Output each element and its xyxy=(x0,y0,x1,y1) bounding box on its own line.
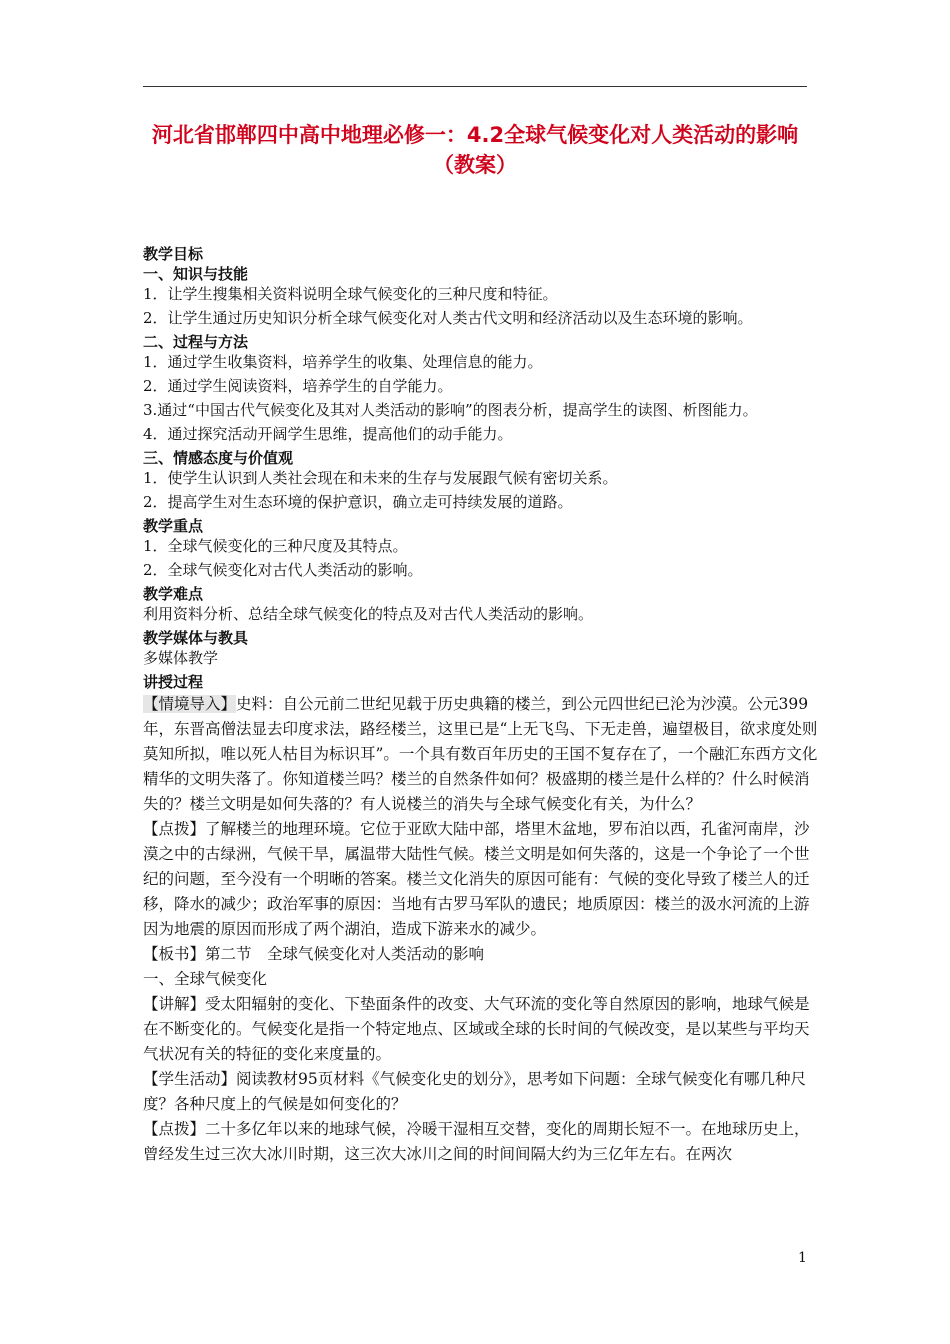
heading-knowledge: 一、知识与技能 xyxy=(143,265,249,283)
tip-tag-2: 【点拨】 xyxy=(143,1120,206,1138)
tip-paragraph-2 xyxy=(143,1117,823,1167)
explain-text: 受太阳辐射的变化、下垫面条件的改变、大气环流的变化等自然原因的影响，地球气候是在不断变化的。气候变化是指一个特定地点、区域或全球的长时间的气候改变，是以某些与平均天气状况有关的特征的变化来度量的。 xyxy=(143,995,810,1063)
explain-paragraph xyxy=(143,992,823,1067)
activity-tag: 【学生活动】 xyxy=(143,1070,237,1088)
board-text: 第二节 全球气候变化对人类活动的影响 xyxy=(205,945,485,963)
page-number: 1 xyxy=(798,1250,807,1266)
process-item-2: 2．通过学生阅读资料，培养学生的自学能力。 xyxy=(143,377,453,395)
difficulty-text: 利用资料分析、总结全球气候变化的特点及对古代人类活动的影响。 xyxy=(143,605,594,623)
tip-text-2: 二十多亿年以来的地球气候，冷暖干湿相互交替，变化的周期长短不一。在地球历史上，曾经发生过三次大冰川时期，这三次大冰川之间的时间间隔大约为三亿年左右。在两次 xyxy=(143,1120,810,1163)
board-paragraph xyxy=(143,942,823,967)
header-rule xyxy=(143,86,807,87)
explain-tag: 【讲解】 xyxy=(143,995,206,1013)
intro-text: 史料：自公元前二世纪见载于历史典籍的楼兰，到公元四世纪已沦为沙漠。公元399 年，东晋高僧法显去印度求法，路经楼兰，这里已是“上无飞鸟、下无走兽，遍望极目，欲求度处则莫知所拟，唯以死人枯目为标识耳”。一个具有数百年历史的王国不复存在了，一个融汇东西方文化精华的文明失落了。你知道楼兰吗？楼兰的自然条件如何？极盛期的楼兰是什么样的？什么时候消失的？楼兰文明是如何失落的？有人说楼兰的消失与全球气候变化有关，为什么？ xyxy=(143,695,818,813)
activity-text: 阅读教材95页材料《气候变化史的划分》，思考如下问题：全球气候变化有哪几种尺度？各种尺度上的气候是如何变化的？ xyxy=(143,1070,806,1113)
key-item-1: 1．全球气候变化的三种尺度及其特点。 xyxy=(143,537,408,555)
heading-process: 二、过程与方法 xyxy=(143,333,249,351)
media-text: 多媒体教学 xyxy=(143,649,219,667)
intro-tag: 【情境导入】 xyxy=(143,695,237,713)
tip-paragraph-1 xyxy=(143,817,823,942)
key-item-2: 2．全球气候变化对古代人类活动的影响。 xyxy=(143,561,423,579)
knowledge-item-1: 1．让学生搜集相关资料说明全球气候变化的三种尺度和特征。 xyxy=(143,285,558,303)
knowledge-item-2: 2．让学生通过历史知识分析全球气候变化对人类古代文明和经济活动以及生态环境的影响。 xyxy=(143,309,753,327)
subheading-climate-change: 一、全球气候变化 xyxy=(143,970,268,988)
process-item-1: 1．通过学生收集资料，培养学生的收集、处理信息的能力。 xyxy=(143,353,543,371)
board-tag: 【板书】 xyxy=(143,945,206,963)
heading-difficulty: 教学难点 xyxy=(143,585,204,603)
process-item-3: 3.通过“中国古代气候变化及其对人类活动的影响”的图表分析，提高学生的读图、析图能力。 xyxy=(143,401,758,419)
heading-emotion: 三、情感态度与价值观 xyxy=(143,449,294,467)
document-body xyxy=(143,244,823,1167)
tip-text-1: 了解楼兰的地理环境。它位于亚欧大陆中部，塔里木盆地，罗布泊以西，孔雀河南岸，沙漠之中的古绿洲，气候干旱，属温带大陆性气候。楼兰文明是如何失落的，这是一个争论了一个世纪的问题，至今没有一个明晰的答案。楼兰文化消失的原因可能有：气候的变化导致了楼兰人的迁移，降水的减少；政治军事的原因：当地有古罗马军队的遗民；地质原因：楼兰的汲水河流的上游因为地震的原因而形成了两个湖泊，造成下游来水的减少。 xyxy=(143,820,810,938)
document-title: 河北省邯郸四中高中地理必修一：4.2全球气候变化对人类活动的影响（教案） xyxy=(151,123,799,177)
tip-tag-1: 【点拨】 xyxy=(143,820,206,838)
emotion-item-2: 2．提高学生对生态环境的保护意识，确立走可持续发展的道路。 xyxy=(143,493,573,511)
heading-course: 讲授过程 xyxy=(143,673,204,691)
emotion-item-1: 1．使学生认识到人类社会现在和未来的生存与发展跟气候有密切关系。 xyxy=(143,469,618,487)
intro-paragraph xyxy=(143,692,823,817)
process-item-4: 4．通过探究活动开阔学生思维，提高他们的动手能力。 xyxy=(143,425,513,443)
activity-paragraph xyxy=(143,1067,823,1117)
heading-media: 教学媒体与教具 xyxy=(143,629,249,647)
heading-goals: 教学目标 xyxy=(143,245,204,263)
heading-key-points: 教学重点 xyxy=(143,517,204,535)
